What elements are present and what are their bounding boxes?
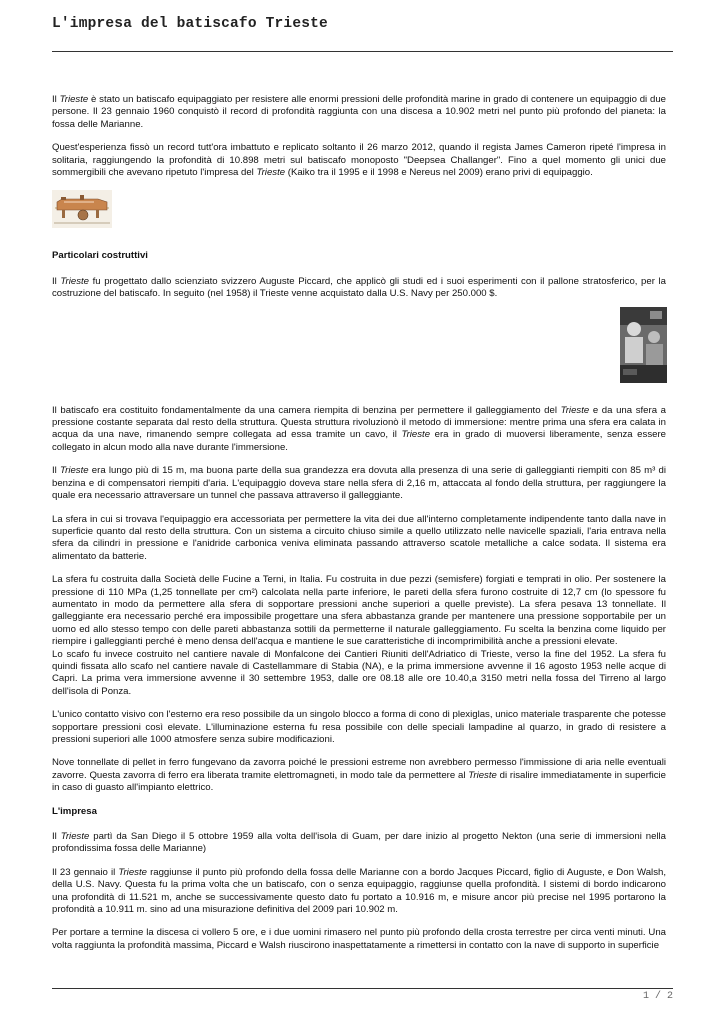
text-emphasis: Trieste: [60, 275, 90, 287]
text: Quest'esperienza fissò un record tutt'ora imbattuto e replicato soltanto il 26 marzo 2012, quando il regista James Cameron ripeté l'impresa in solitaria, raggiungendo la profondità di 10.898 metri sul batiscafo monoposto "Deepsea Challanger". Fino a quel momento gli unici due sommergibili che avevano ripetuto l'impresa del: [52, 142, 666, 179]
text-emphasis: Trieste: [60, 465, 89, 477]
paragraph-dive: [52, 867, 666, 917]
text: raggiunse il punto più profondo della fossa delle Marianne con a bordo Jacques Piccard, figlio di Auguste, e Don Walsh, della U.S. Navy. Questa fu la prima volta che un batiscafo, con o senza equipaggio, raggiunse quella profondità. I sistemi di bordo indicarono una profondità di 11.521 m, anche se successivamente questo dato fu portato a 10.916 m, e misure ancor più precise nel 1995 portarono la profondità a 10.911 m. sino ad una misurazione definitiva del 2009 pari 10.902 m.: [52, 866, 666, 916]
paragraph-ballast: [52, 757, 666, 794]
paragraph-window: L'unico contatto visivo con l'esterno era reso possibile da un singolo blocco a forma di cono di plexiglas, unico materiale trasparente che potesse sopportare pressioni così elevate. L'illuminazione esterna fu resa possibile con delle speciali lampadine al quarzo, in grado di resistere a pressioni superiori alle 1000 atmosfere senza subire modificazioni.: [52, 709, 666, 745]
text: era in grado di muoversi liberamente, senza essere collegato in alcun modo alla nave durante l'immersione.: [52, 429, 666, 453]
paragraph-life-support: La sfera in cui si trovava l'equipaggio era accessoriata per permettere la vita dei due all'interno completamente indipendente tanto dalla nave in superficie quanto dal resto della struttura. Con un sistema a circuito chiuso simile a quello utilizzato nelle navicelle spaziali, l'aria entrava nella sfera da cilindri in pressione e l'anidride carbonica veniva eliminata passando attraverso scatole metalliche a calce sodata. Il sistema era alimentato da batterie.: [52, 513, 666, 562]
paragraph-record: [52, 142, 666, 179]
paragraph-departure: [52, 831, 666, 856]
bathyscaphe-diagram-icon: [52, 190, 112, 228]
text: era lungo più di 15 m, ma buona parte della sua grandezza era dovuta alla presenza di una serie di galleggianti riempiti con 85 m³ di benzina e di compensatori riempiti d'aria. L'equipaggio doveva stare nella sfera di 2,16 m, attaccata al fondo della struttura, per raggiungere la quale era necessario attraversare un tunnel che passava attraverso il galleggiante.: [52, 465, 666, 502]
article-body: [52, 94, 666, 963]
text: partì da San Diego il 5 ottobre 1959 alla volta dell'isola di Guam, per dare inizio al progetto Nekton (una serie di immersioni nella profondissima fossa delle Marianne): [52, 831, 667, 855]
paragraph-intro: [52, 94, 666, 131]
text: Il: [52, 94, 60, 105]
bathyscaphe-diagram-image[interactable]: [52, 190, 666, 228]
paragraph-sphere: La sfera fu costruita dalla Società delle Fucine a Terni, in Italia. Fu costruita in due pezzi (semisfere) forgiati e temprati in olio. Per sostenere la pressione di 110 MPa (1,25 tonnellate per cm²) calcolata nella parte inferiore, le pareti della sfera furono costruite di 12,7 cm (lo spessore fu aumentato in modo da permettere alla sfera di sopportare pressioni anche superiori a quelle previste). La sfera pesava 13 tonnellate. Il galleggiante era necessario perché era impossibile progettare una sfera abbastanza grande per mantenere una pressione sopportabile per un uomo ed allo stesso tempo con delle pareti abbastanza sottili da permetterne il naturale galleggiamento. Fu scelta la benzina come liquido per riempire i galleggianti perché è meno densa dell'acqua e mantiene le sue caratteristiche di incomprimibilità anche a pressioni elevate.: [52, 574, 666, 648]
text-emphasis: Trieste: [60, 831, 90, 843]
text: Il: [52, 465, 60, 477]
text-emphasis: Trieste: [560, 404, 590, 416]
text: di risalire immediatamente in superficie in caso di guasto all'impianto elettrico.: [52, 769, 666, 794]
text: (Kaiko tra il 1995 e il 1998 e Nereus nel 2009) erano privi di equipaggio.: [285, 167, 593, 179]
paragraph-descent: Per portare a termine la discesa ci vollero 5 ore, e i due uomini rimasero nel punto più profondo della crosta terrestre per circa venti minuti. Una volta raggiunta la profondità massima, Piccard e Walsh riuscirono inaspettatamente a rimettersi in contatto con la nave di supporto in superficie: [52, 927, 666, 951]
paragraph-structure: [52, 405, 666, 455]
text: e da una sfera a pressione costante separata dal resto della struttura. Questa struttura rivoluzionò il metodo di immersione: mentre prima una sfera era calata in acqua da una nave, rimanendo sempre collegata ad essa tramite un cavo, il: [52, 404, 666, 441]
text-emphasis: Trieste: [401, 429, 431, 441]
text: Nove tonnellate di pellet in ferro fungevano da zavorra poiché le pressioni estreme non avrebbero permesso l'immissione di aria nelle eventuali zavorre. Questa zavorra di ferro era liberata tramite elettromagneti, in modo tale da permettere al: [52, 757, 666, 781]
text: Il: [52, 831, 61, 843]
text-emphasis: Trieste: [118, 866, 147, 878]
section-heading-mission: L'impresa: [52, 805, 97, 817]
page-number: 1 / 2: [642, 991, 673, 1002]
crew-photo-icon: [620, 307, 667, 383]
text-emphasis: Trieste: [59, 94, 89, 105]
paragraph-dimensions: [52, 465, 666, 502]
text-emphasis: Trieste: [468, 769, 497, 781]
text: Il 23 gennaio il: [52, 866, 119, 878]
text: Il: [52, 275, 61, 287]
page-title: L'impresa del batiscafo Trieste: [52, 16, 328, 32]
crew-photo-image[interactable]: [620, 307, 667, 387]
text: Il batiscafo era costituito fondamentalmente da una camera riempita di benzina per permettere il galleggiamento del: [52, 404, 561, 416]
text: è stato un batiscafo equipaggiato per resistere alle enormi pressioni delle profondità marine in grado di contenere un equipaggio di due persone. Il 23 gennaio 1960 conquistò il record di profondità raggiunta con una discesa a 10.902 metri nel punto più profondo del pianeta: la fossa delle Marianne.: [52, 94, 666, 130]
section-heading-construction: Particolari costruttivi: [52, 250, 148, 262]
text: fu progettato dallo scienziato svizzero Auguste Piccard, che applicò gli studi ed i suoi esperimenti con il pallone stratosferico, per la costruzione del batiscafo. In seguito (nel 1958) il Trieste venne acquistato dalla U.S. Navy per 250.000 $.: [52, 275, 666, 300]
text-emphasis: Trieste: [256, 167, 286, 179]
paragraph-hull: Lo scafo fu invece costruito nel cantiere navale di Monfalcone dei Cantieri Riuniti dell'Adriatico di Trieste, verso la fine del 1952. La sfera fu quindi fissata allo scafo nel cantiere navale di Castellammare di Stabia (NA), e la prima immersione avvenne il 16 agosto 1953 nelle acque di Capri. La prima vera immersione avvenne il 30 settembre 1953, dalle ore 08.18 alle ore 10.40,a 3150 metri nella fossa del Tirreno al largo dell'isola di Ponza.: [52, 648, 666, 697]
figure-row: [52, 307, 666, 393]
footer-rule: [52, 988, 673, 989]
paragraph-design: [52, 276, 666, 301]
header-rule: [52, 51, 673, 52]
